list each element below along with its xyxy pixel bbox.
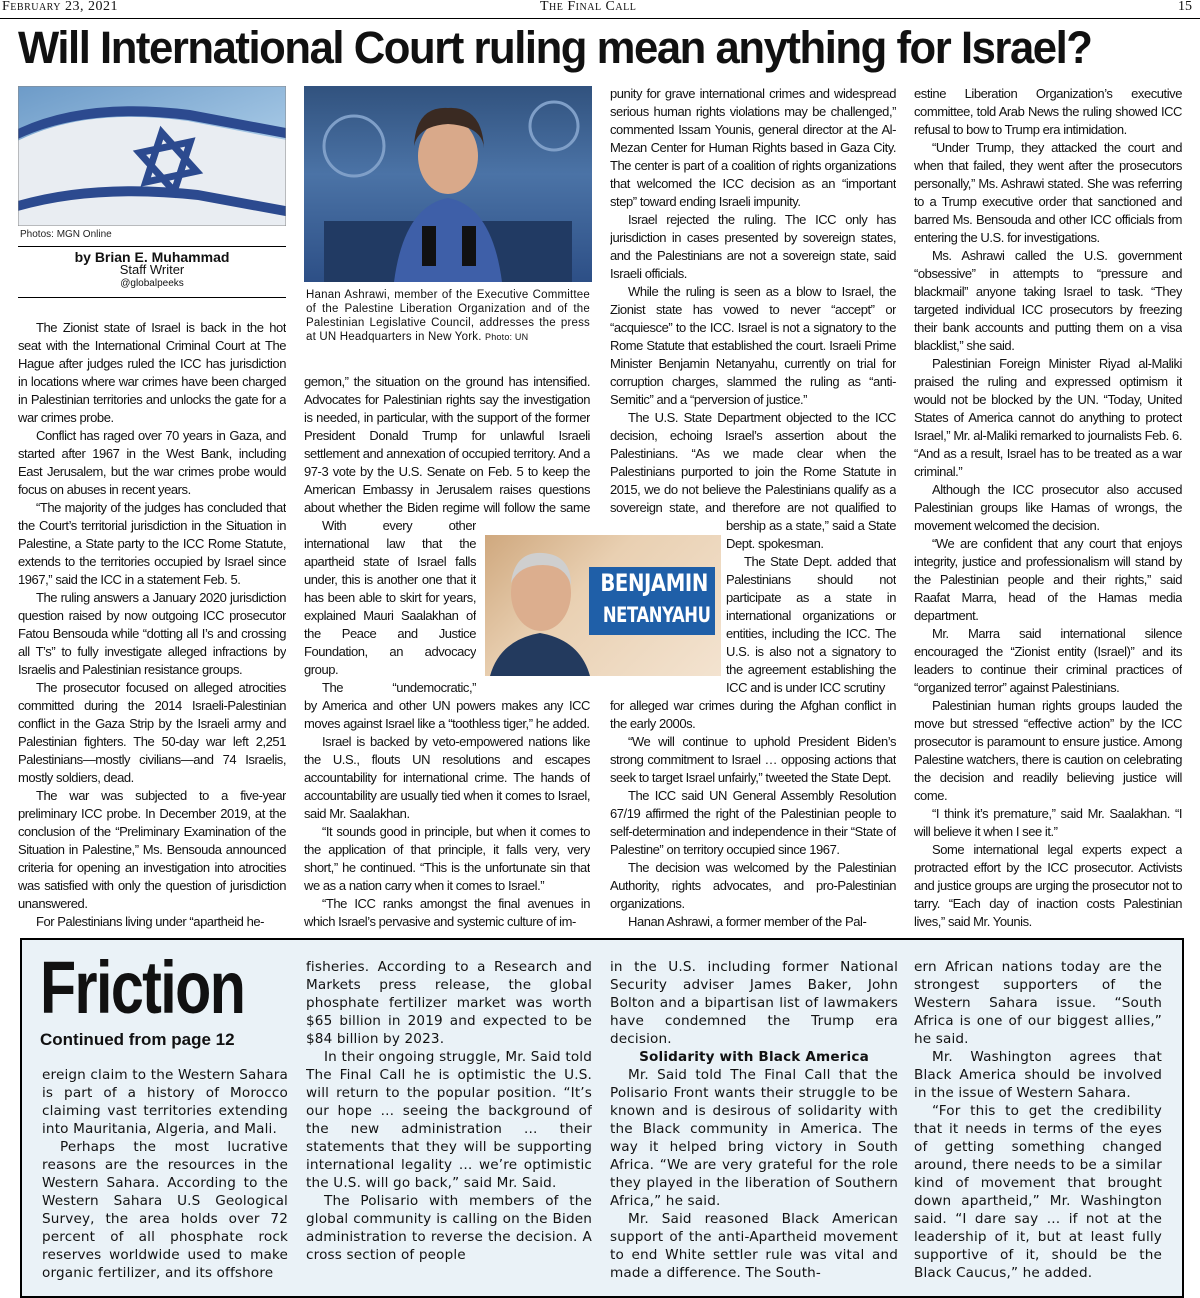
- portrait-icon: [485, 535, 595, 676]
- paragraph: “The ICC ranks amongst the final avenues in which Israel’s pervasive and systemic culture of im-: [304, 896, 590, 929]
- paragraph: The ruling answers a January 2020 jurisdiction question raised by now outgoing ICC prosecutor Fatou Bensouda while “dotting all I’s and crossing all T’s” to fully investigate alleged infractions by Israelis and Palestinian resistance groups.: [18, 590, 286, 677]
- paragraph: Perhaps the most lucrative reasons are the resources in the Western Sahara. According to the Western Sahara U.S Geological Survey, the area holds over 72 percent of all phosphate rock reserves worldwide used to make organic fertilizer, and its offshore: [42, 1139, 288, 1281]
- paragraph: in the U.S. including former National Security adviser James Baker, John Bolton and a bipartisan list of lawmakers have condemned the Trump era decision.: [610, 959, 898, 1047]
- paragraph: “The majority of the judges has concluded that the Court’s territorial jurisdiction in the Situation in Palestine, a State party to the ICC Rome Statute, extends to the territories occupied by Israel since 1967,” said the ICC in a statement Feb. 5.: [18, 500, 286, 587]
- paragraph: for alleged war crimes during the Afghan conflict in the early 2000s.: [610, 698, 896, 731]
- name-banner: [589, 567, 715, 635]
- paragraph: “We will continue to uphold President Biden’s strong commitment to Israel … opposing actions that seek to target Israel unfairly,” tweeted the State Dept.: [610, 734, 896, 785]
- paragraph: Israel is backed by veto-empowered nations like the U.S., flouts UN resolutions and escapes accountability for international crime. The hands of accountability are usually tied when it comes to Israel, said Mr. Saalakhan.: [304, 734, 590, 821]
- paragraph: The war was subjected to a five-year preliminary ICC probe. In December 2019, at the conclusion of the “Preliminary Examination of the Situation in Palestine,” Ms. Bensouda announced criteria for opening an investigation into atrocities was satisfied with only the question of jurisdiction unanswered.: [18, 788, 286, 911]
- paragraph: ern African nations today are the strongest supporters of the Western Sahara issue. “South Africa is one of our biggest allies,” he said.: [914, 959, 1162, 1047]
- headline: Will International Court ruling mean anything for Israel?: [18, 22, 1092, 73]
- paragraph: The “undemocratic,”: [322, 680, 476, 695]
- paragraph: “For this to get the credibility that it needs in terms of the eyes of getting something changed around, there needs to be a similar kind of movement that brought down apartheid,” Mr. Washington said. “I dare say … if not at the leadership of it, but at least fully supportive of it, should be the Black Caucus,” he added.: [914, 1103, 1162, 1281]
- friction-column-2: [306, 958, 592, 1288]
- paragraph: “It sounds good in principle, but when it comes to the application of that principle, it falls very, very short,” he continued. “This is the unfortunate sin that we as a nation carry when it comes to Israel.”: [304, 824, 590, 893]
- paragraph: Mr. Said told The Final Call that the Polisario Front wants their struggle to be known and is desirous of solidarity with the Black community in America. The way it helped bring victory in South Africa. “We are very grateful for the role they played in the liberation of Southern Africa,” he said.: [610, 1067, 898, 1209]
- israel-flag-icon: [18, 86, 286, 226]
- paragraph: Israel rejected the ruling. The ICC only has jurisdiction in cases presented by sovereign states, and the Palestinians are not a sovereign state, said Israeli officials.: [610, 212, 896, 281]
- paragraph: The State Dept. added that Palestinians should not participate as a state in international organizations or entities, including the ICC. The U.S. is also not a signatory to the agreement establishing the ICC and is under ICC scrutiny: [726, 554, 896, 695]
- article-column-1: [18, 319, 286, 931]
- paragraph: With every other international law that the apartheid state of Israel falls under, this is another one that it has been able to skirt for years, explained Mauri Saalakhan of the Peace and Justice Foundation, an advocacy group.: [304, 518, 476, 677]
- paragraph: Although the ICC prosecutor also accused Palestinian groups like Hamas of wrongs, the movement welcomed the decision.: [914, 482, 1182, 533]
- paragraph: Palestinian Foreign Minister Riyad al-Maliki praised the ruling and expressed optimism it would not be blocked by the UN. “Today, United States of America cannot do anything to protect Israel,” Mr. al-Maliki remarked to journalists Feb. 6. “And as a result, Israel has to be treated as a war criminal.”: [914, 356, 1182, 479]
- continued-from-label: Continued from page 12: [40, 1030, 235, 1049]
- paragraph: estine Liberation Organization’s executive committee, told Arab News the ruling showed ICC refusal to bow to Trump era intimidation.: [914, 86, 1182, 137]
- article-column-2-bottom: [304, 697, 590, 931]
- paragraph: The Zionist state of Israel is back in the hot seat with the International Criminal Court at The Hague after judges ruled the ICC has jurisdiction in locations where war crimes have been charged in Palestinian territories and unlocks the gate for a war crimes probe.: [18, 320, 286, 425]
- hanan-ashrawi-photo: [304, 86, 592, 282]
- article-column-2-top: [304, 373, 590, 517]
- page-header: [0, 0, 1200, 19]
- paragraph: gemon,” the situation on the ground has intensified. Advocates for Palestinian rights say the investigation is needed, in particular, with the support of the former President Donald Trump for unlawful Israeli settlement and annexation of occupied territory. And a 97-3 vote by the U.S. Senate on Feb. 5 to keep the American Embassy in Jerusalem raises questions about whether the Biden regime will follow the same: [304, 374, 590, 515]
- paragraph: bership as a state,” said a State Dept. spokesman.: [726, 518, 896, 551]
- paragraph: Mr. Marra said international silence encouraged the “Zionist entity (Israel)” and its leaders to continue their criminal practices of “organized terror” against Palestinians.: [914, 626, 1182, 695]
- paragraph: The prosecutor focused on alleged atrocities committed during the 2014 Israeli-Palestinian conflict in the Gaza Strip by the Israeli army and Palestinian fighters. The 50-day war left 2,251 Palestinians—mostly civilians—and 74 Israelis, mostly soldiers, dead.: [18, 680, 286, 785]
- photo-credit: Photos: MGN Online: [20, 229, 112, 240]
- paragraph: For Palestinians living under “apartheid he-: [36, 914, 265, 929]
- caption-text: Hanan Ashrawi, member of the Executive Committee of the Palestine Liberation Organization and of the Palestinian Legislative Council, addresses the press at UN Headquarters in New York.: [306, 289, 590, 343]
- paragraph: “Under Trump, they attacked the court and when that failed, they went after the prosecutors personally,” Ms. Ashrawi stated. She was referring to a Trump executive order that sanctioned and barred Ms. Bensouda and other ICC officials from entering the U.S. for investigations.: [914, 140, 1182, 245]
- byline: [18, 246, 286, 298]
- paragraph: Ms. Ashrawi called the U.S. government “obsessive” in attempts to “pressure and blackmail” anyone taking Israel to task. “They targeted individual ICC prosecutors by freezing their bank accounts and putting them on a visa blacklist,” she said.: [914, 248, 1182, 353]
- paragraph: ereign claim to the Western Sahara is part of a history of Morocco claiming vast territories extending into Mauritania, Algeria, and Mali.: [42, 1067, 288, 1137]
- article-column-4: [914, 85, 1182, 931]
- friction-column-3: [610, 958, 898, 1288]
- caption-credit: Photo: UN: [485, 332, 529, 342]
- paragraph: Mr. Said reasoned Black American support of the anti-Apartheid movement to end White settler rule was vital and made a difference. The South-: [610, 1211, 898, 1281]
- friction-column-4: [914, 958, 1162, 1288]
- netanyahu-photo: [485, 535, 721, 676]
- paragraph: punity for grave international crimes and widespread serious human rights violations may be challenged,” commented Issam Younis, general director at the Al-Mezan Center for Human Rights based in Gaza City. The center is part of a coalition of rights organizations that welcomed the ICC decision as an “important step” toward ending Israeli impunity.: [610, 86, 896, 209]
- friction-continuation-box: [20, 938, 1184, 1298]
- subheading: Solidarity with Black America: [639, 1049, 869, 1065]
- paragraph: While the ruling is seen as a blow to Israel, the Zionist state has vowed to never “accept” or “acquiesce” to the ICC. Israel is not a signatory to the Rome Statute that established the court. Israeli Prime Minister Benjamin Netanyahu, currently on trial for corruption charges, slammed the ruling as “anti-Semitic” and a “perversion of justice.”: [610, 284, 896, 407]
- paragraph: by America and other UN powers makes any ICC moves against Israel like a “toothless tiger,” he added.: [304, 698, 590, 731]
- paragraph: The U.S. State Department objected to the ICC decision, echoing Israel’s assertion about the Palestinians. “As we made clear when the Palestinians purported to join the Rome Statute in 2015, we do not believe the Palestinians qualify as a sovereign state, and therefore are not qualified to: [610, 410, 896, 515]
- paragraph: Mr. Washington agrees that Black America should be involved in the issue of Western Sahara.: [914, 1049, 1162, 1101]
- banner-last-name: NETANYAHU: [602, 603, 711, 627]
- paragraph: Some international legal experts expect a protracted effort by the ICC prosecutor. Activists and justice groups are urging the prosecutor not to tarry. “Each day of inaction costs Palestinian lives,” said Mr. Younis.: [914, 842, 1182, 929]
- paragraph: Hanan Ashrawi, a former member of the Pal-: [628, 914, 867, 929]
- article-column-3-wrap: [726, 517, 896, 697]
- press-conference-icon: [304, 86, 592, 282]
- paragraph: “I think it’s premature,” said Mr. Saalakhan. “I will believe it when I see it.”: [914, 806, 1182, 839]
- paragraph: Conflict has raged over 70 years in Gaza, and started after 1967 in the West Bank, including East Jerusalem, but the war crimes probe would focus on abuses in recent years.: [18, 428, 286, 497]
- paragraph: The ICC said UN General Assembly Resolution 67/19 affirmed the right of the Palestinian people to self-determination and independence in their “State of Palestine” on territory occupied since 1967.: [610, 788, 896, 857]
- issue-date: February 23, 2021: [2, 0, 119, 14]
- banner-first-name: BENJAMIN: [600, 569, 708, 597]
- author-handle: @globalpeeks: [120, 278, 184, 289]
- author-role: Staff Writer: [119, 262, 185, 277]
- photo-caption: [306, 288, 590, 344]
- paragraph: The decision was welcomed by the Palestinian Authority, rights advocates, and pro-Palestinian organizations.: [610, 860, 896, 911]
- article-column-2-wrap: [304, 517, 476, 697]
- paragraph: fisheries. According to a Research and Markets press release, the global phosphate fertilizer market was worth $65 billion in 2019 and expected to be $84 billion by 2023.: [306, 959, 592, 1047]
- paragraph: The Polisario with members of the global community is calling on the Biden administration to reverse the decision. A cross section of people: [306, 1193, 592, 1263]
- article-column-3-top: [610, 85, 896, 517]
- publication-name: The Final Call: [540, 0, 637, 14]
- page-number: 15: [1178, 0, 1192, 14]
- paragraph: Palestinian human rights groups lauded the move but stressed “effective action” by the ICC prosecutor is paramount to ensure justice. Among Palestine watchers, there is caution on celebrating the decision and readily believing justice will come.: [914, 698, 1182, 803]
- friction-column-1: [42, 1066, 288, 1288]
- paragraph: In their ongoing struggle, Mr. Said told The Final Call he is optimistic the U.S. will return to the popular position. “It’s our hope … seeing the background of the new administration … their statements that they will be supporting international legality … we’re optimistic the U.S. will go back,” said Mr. Said.: [306, 1049, 592, 1191]
- friction-title: Friction: [40, 946, 245, 1029]
- paragraph: “We are confident that any court that enjoys integrity, justice and professionalism will stand by the Palestinian people and their rights,” said Raafat Marra, head of the Hamas media department.: [914, 536, 1182, 623]
- author-name: by Brian E. Muhammad: [74, 249, 230, 265]
- article-column-3-bottom: [610, 697, 896, 931]
- israel-flag-photo: [18, 86, 286, 226]
